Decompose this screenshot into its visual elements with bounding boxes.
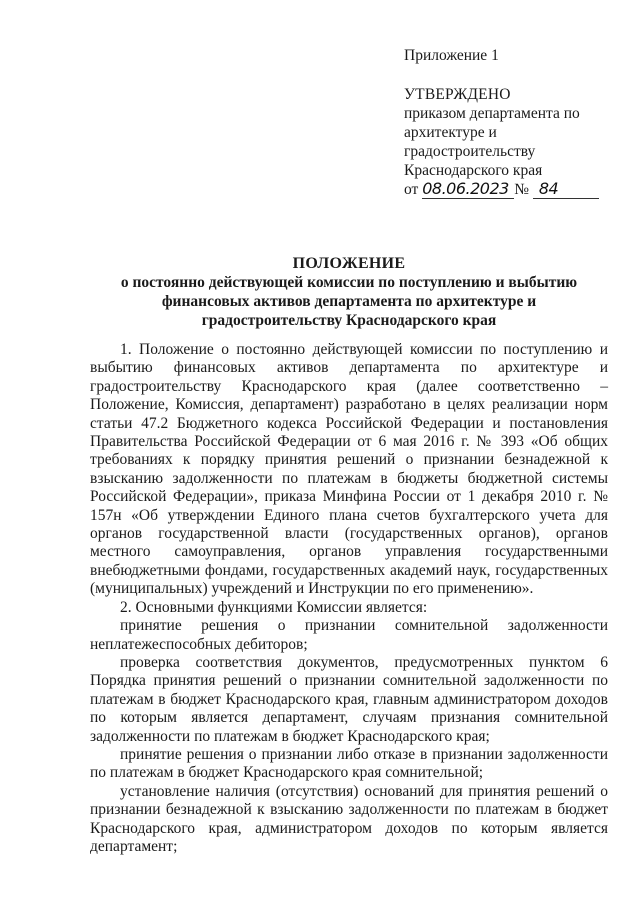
body-paragraph: установление наличия (отсутствия) оснований для принятия решений о признании безнадежной к взысканию задолженности по платежам в бюджет Краснодарского края, администратором доходов по которым является департамент; [90,782,608,855]
order-date-number-line [404,180,614,199]
order-line: приказом департамента по [404,105,580,122]
number-prefix: № [514,181,529,198]
document-subtitle-line: о постоянно действующей комиссии по поступлению и выбытию [120,274,578,291]
body-paragraph: принятие решения о признании сомнительной задолженности неплатежеспособных дебиторов; [90,617,608,653]
body-paragraph: 1. Положение о постоянно действующей комиссии по поступлению и выбытию финансовых активов департамента по архитектуре и градостроительству Краснодарского края (далее соответственно – Положение, Комиссия, департамент) разработано в целях реализации норм статьи 47.2 Бюджетного кодекса Российской Федерации и постановления Правительства Российской Федерации от 6 мая 2016 г. № 393 «Об общих требованиях к порядку принятия решений о признании безнадежной к взысканию задолженности по платежам в бюджеты бюджетной системы Российской Федерации», приказа Минфина России от 1 декабря 2010 г. № 157н «Об утверждении Единого плана счетов бухгалтерского учета для органов государственной власти (государственных органов), органов местного самоуправления, органов управления государственными внебюджетными фондами, государственных академий наук, государственных (муниципальных) учреждений и Инструкции по его применению». [90,341,608,598]
handwritten-date: 08.06.2023 [422,180,514,199]
date-prefix: от [404,181,419,198]
document-subtitle-line: финансовых активов департамента по архитектуре и [161,293,537,310]
document-body [90,341,608,856]
order-line: градостроительству [404,143,536,160]
body-paragraph: проверка соответствия документов, предусмотренных пунктом 6 Порядка принятия решений о признании сомнительной задолженности по платежам в бюджет Краснодарского края, главным администратором доходов по которым является департамент, случаям признания сомнительной задолженности по платежам в бюджет Краснодарского края; [90,653,608,745]
body-paragraph: 2. Основными функциями Комиссии является: [120,598,428,616]
document-subtitle-line: градостроительству Краснодарского края [201,312,497,329]
order-line: Краснодарского края [404,162,543,179]
document-title: ПОЛОЖЕНИЕ [292,255,406,272]
approval-block [404,46,614,199]
handwritten-number: 84 [533,180,599,199]
order-line: архитектуре и [404,124,497,141]
body-paragraph: принятие решения о признании либо отказе в признании задолженности по платежам в бюджет Краснодарского края сомнительной; [90,745,608,782]
document-heading [90,254,608,330]
approved-stamp-label: УТВЕРЖДЕНО [404,86,511,103]
appendix-label: Приложение 1 [404,47,499,64]
